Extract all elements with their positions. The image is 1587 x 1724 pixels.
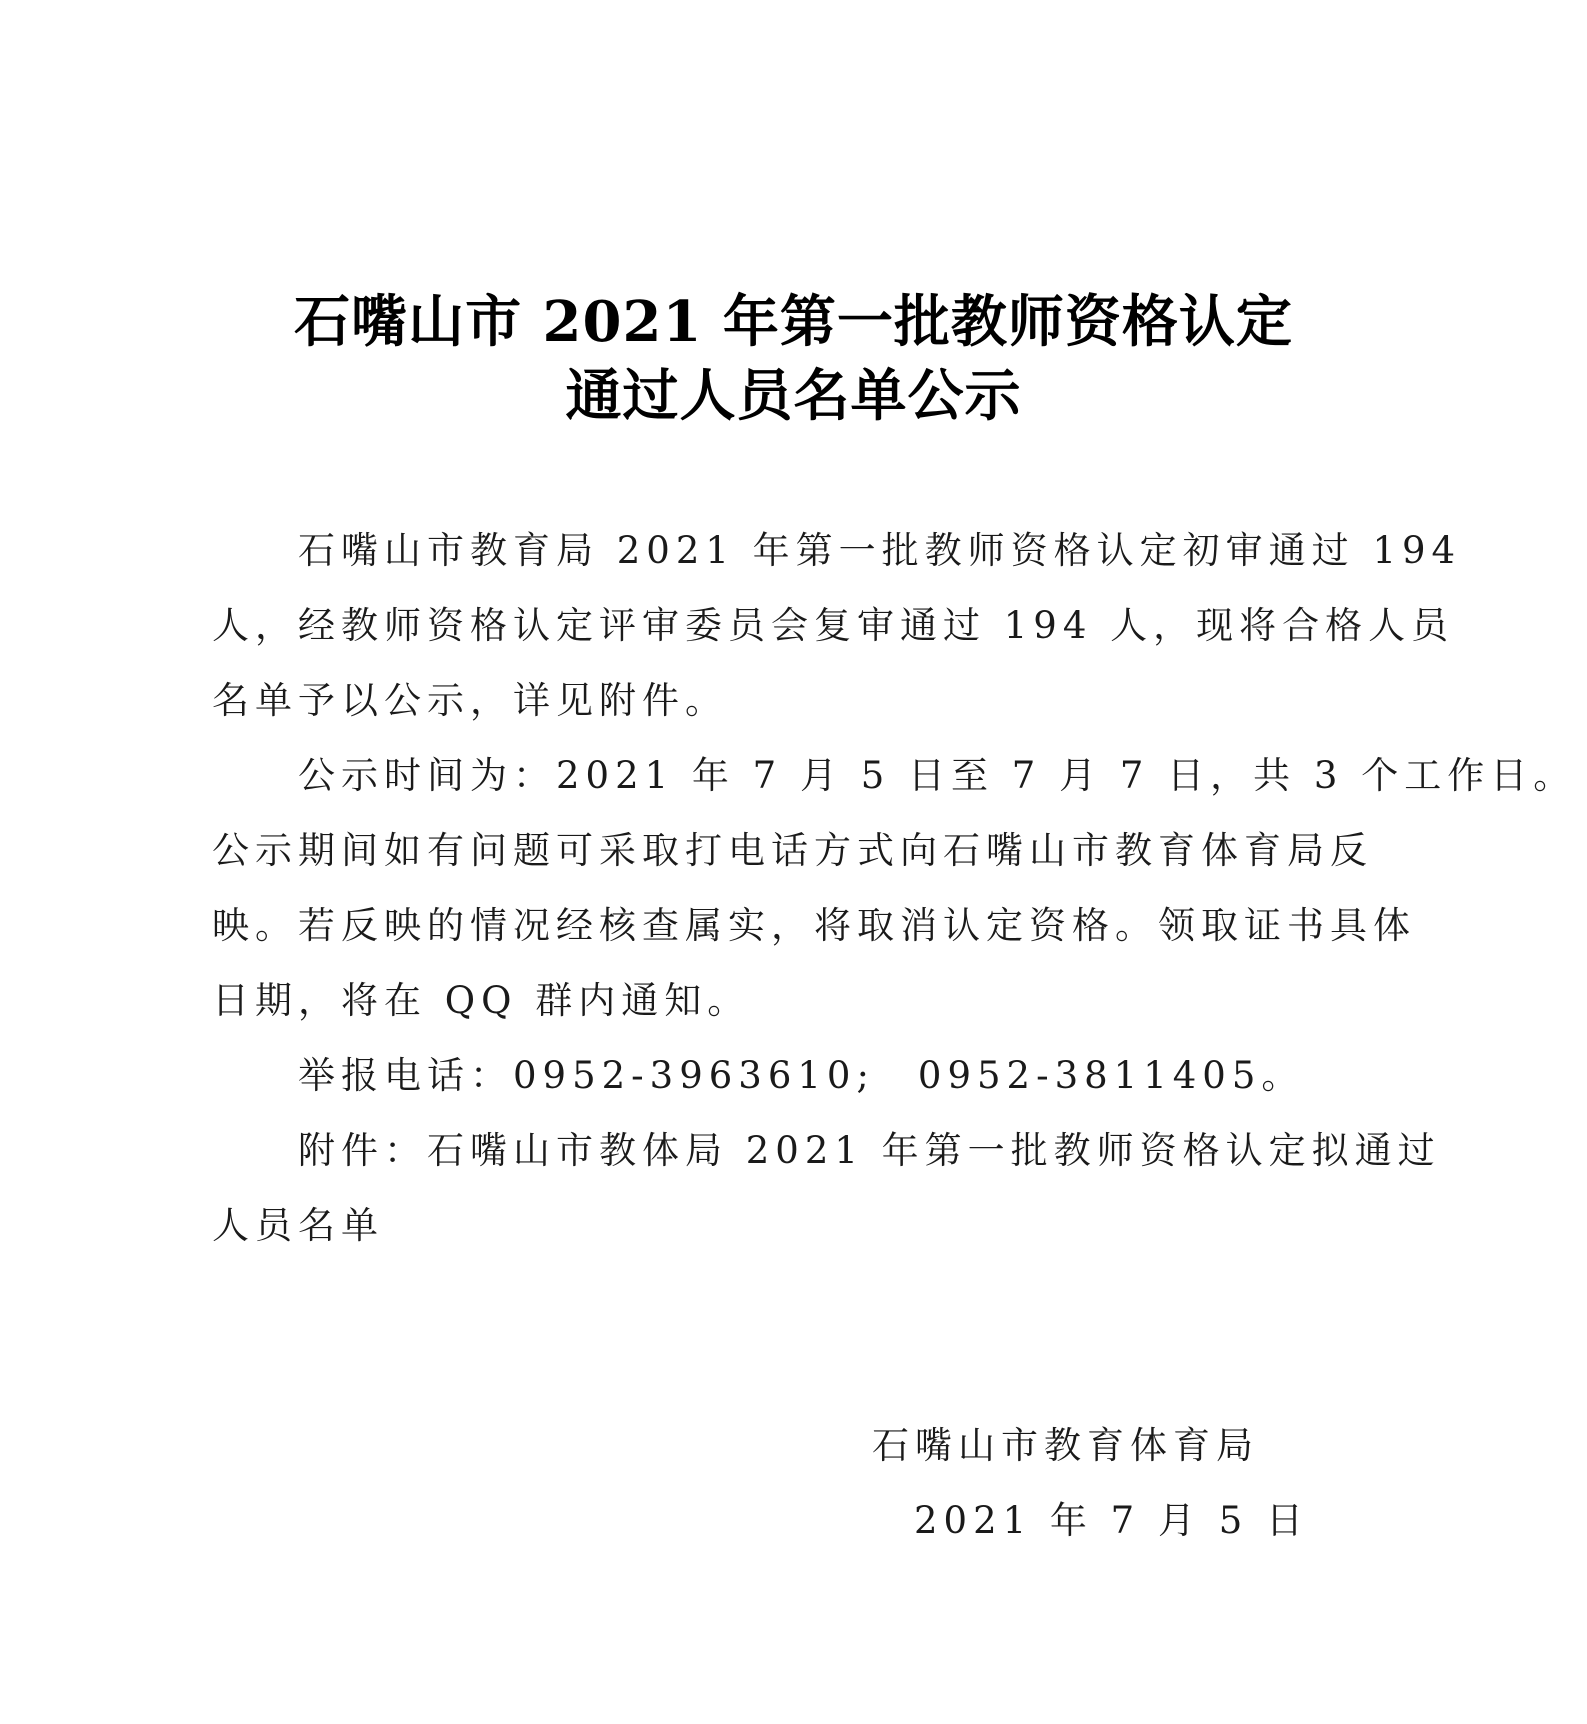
attachment-line-1: 附件：石嘴山市教体局 2021 年第一批教师资格认定拟通过: [298, 1129, 1441, 1172]
paragraph-1-line-2: 人，经教师资格认定评审委员会复审通过 194 人，现将合格人员: [212, 604, 1455, 647]
paragraph-2-line-2: 公示期间如有问题可采取打电话方式向石嘴山市教育体育局反: [212, 829, 1373, 872]
paragraph-1-line-3: 名单予以公示，详见附件。: [212, 679, 728, 722]
paragraph-2-line-4: 日期，将在 QQ 群内通知。: [212, 979, 751, 1022]
signature-date: 2021 年 7 月 5 日: [914, 1499, 1310, 1542]
document-title-line-1: 石嘴山市 2021 年第一批教师资格认定: [294, 289, 1293, 355]
document-title-line-2: 通过人员名单公示: [565, 363, 1022, 429]
paragraph-2-line-3: 映。若反映的情况经核查属实，将取消认定资格。领取证书具体: [212, 904, 1416, 947]
attachment-line-2: 人员名单: [212, 1204, 384, 1247]
report-phone-line: 举报电话：0952-3963610; 0952-3811405。: [298, 1054, 1305, 1097]
signature-org: 石嘴山市教育体育局: [872, 1424, 1259, 1467]
paragraph-2-line-1: 公示时间为：2021 年 7 月 5 日至 7 月 7 日，共 3 个工作日。: [298, 754, 1577, 797]
paragraph-1-line-1: 石嘴山市教育局 2021 年第一批教师资格认定初审通过 194: [298, 529, 1462, 572]
